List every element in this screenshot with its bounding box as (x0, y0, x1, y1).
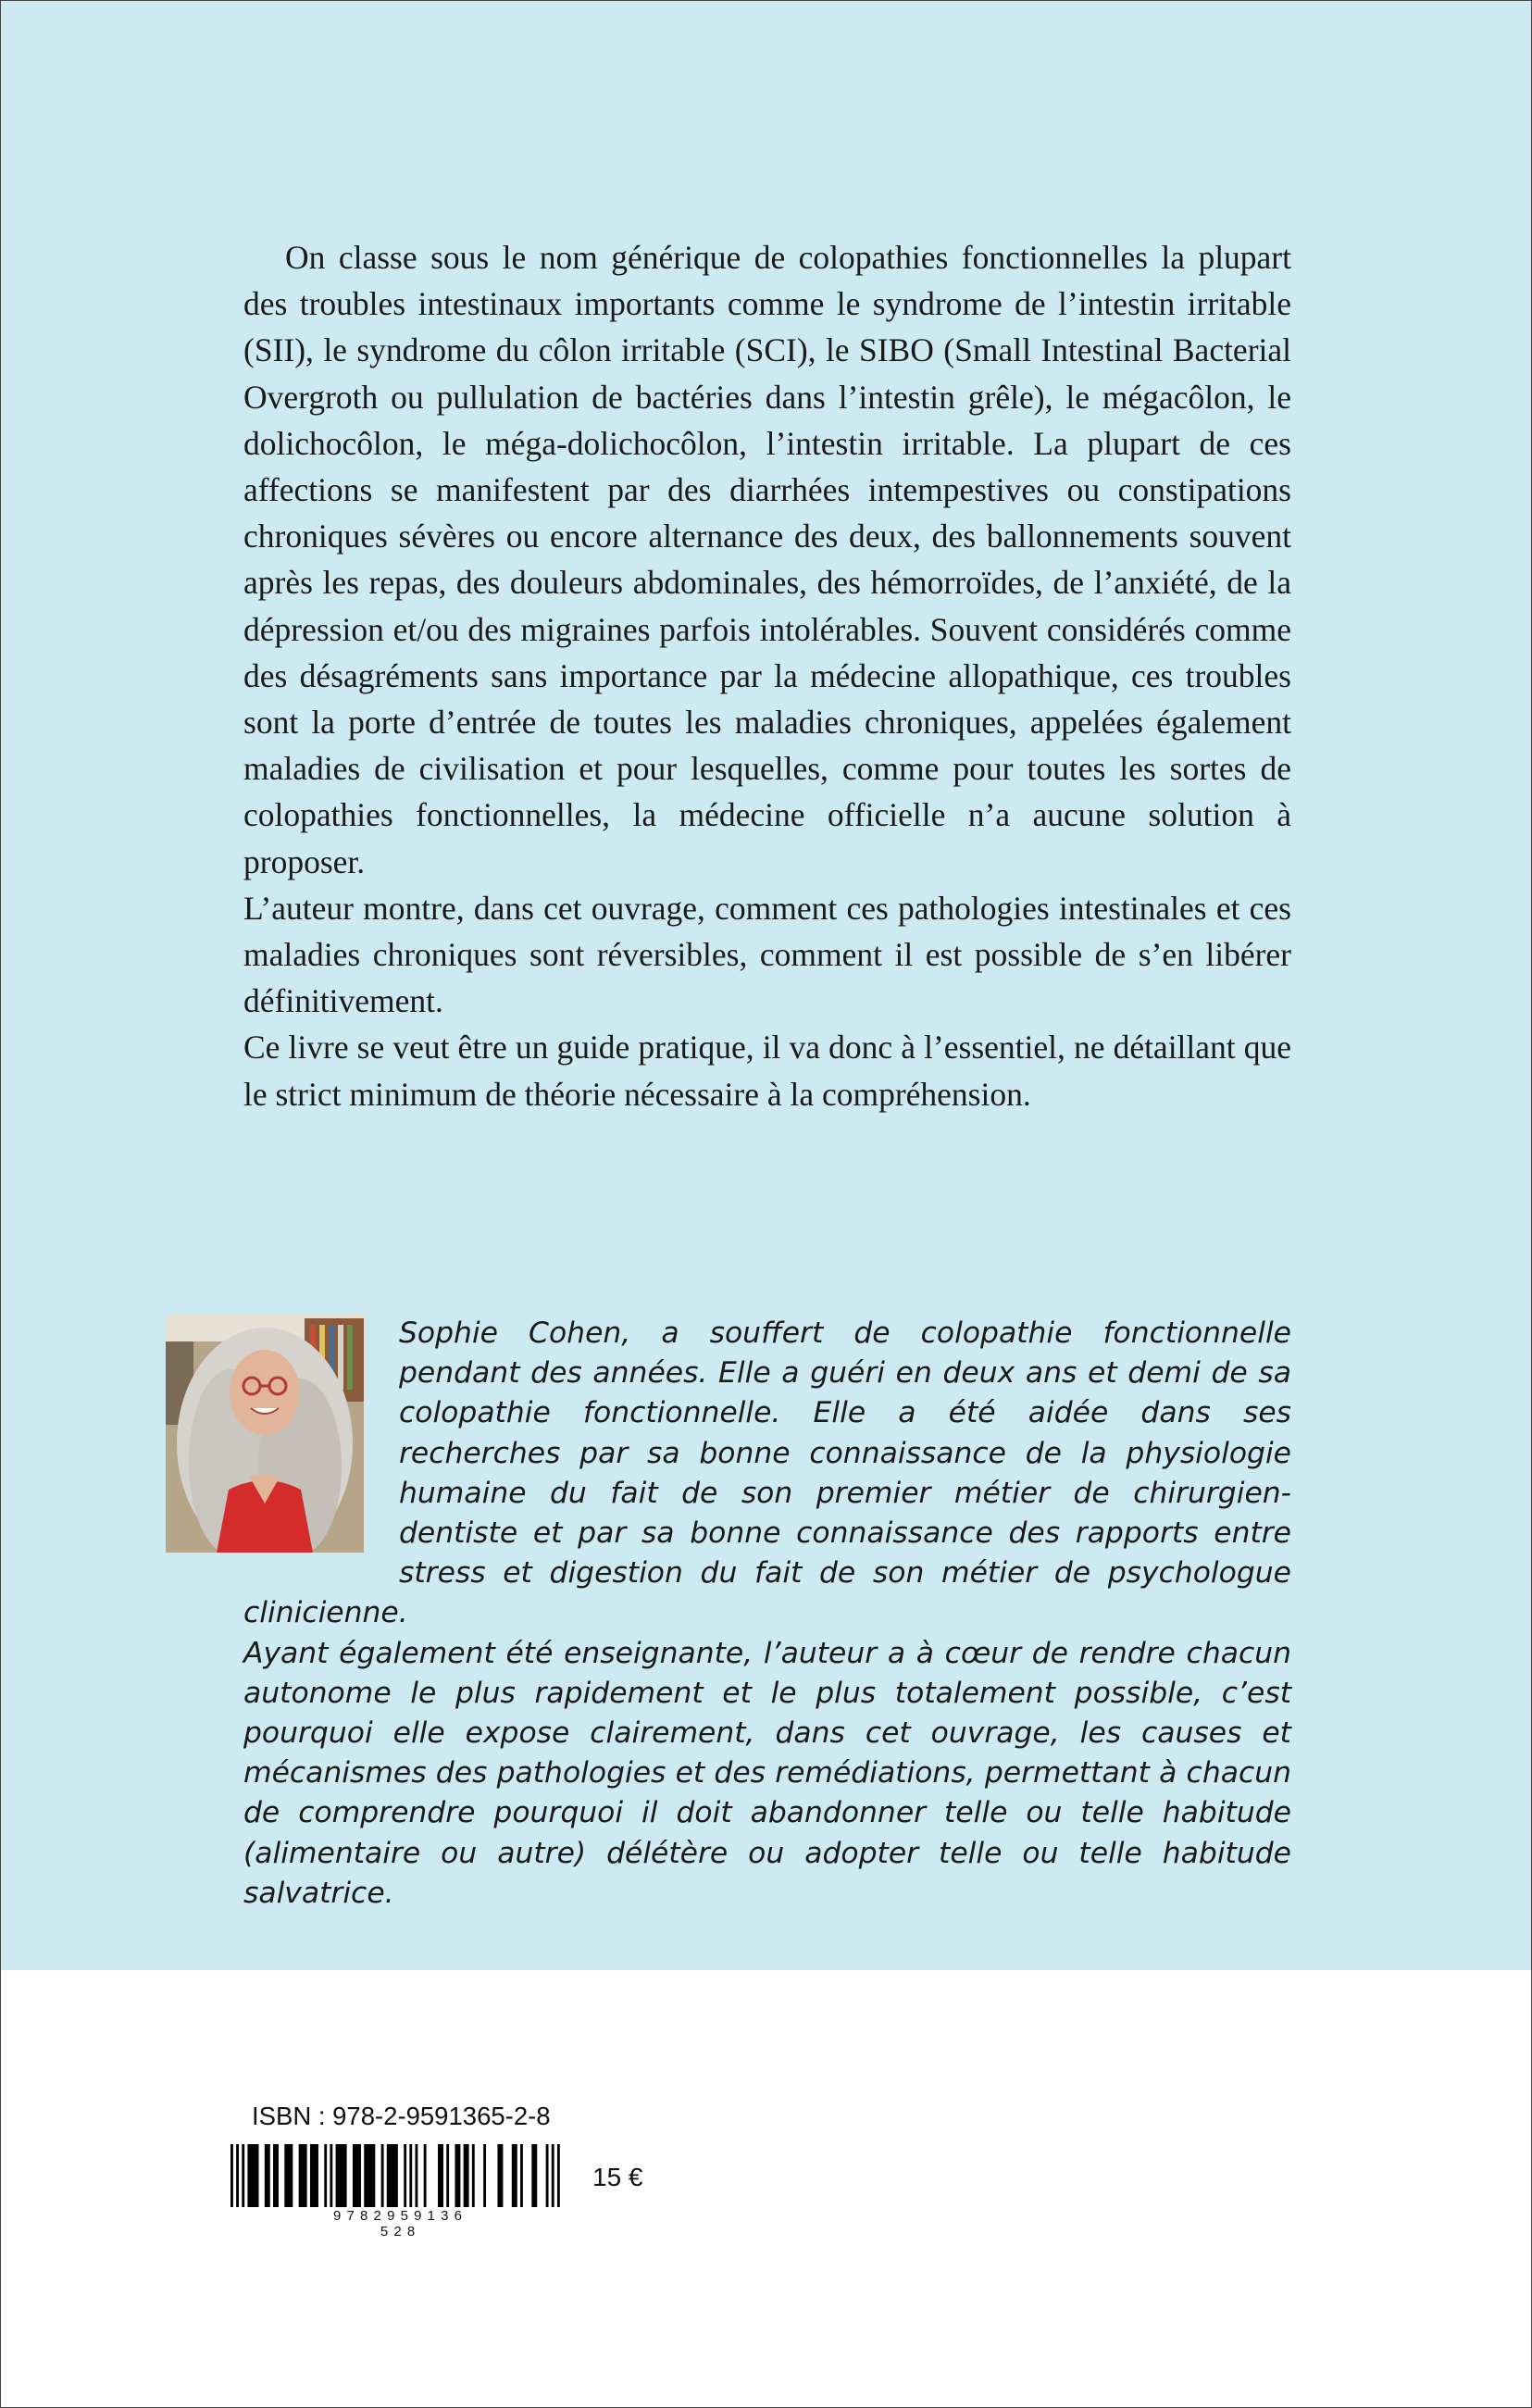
barcode-bar (546, 2144, 549, 2207)
barcode-bar (336, 2144, 347, 2207)
barcode-bar (512, 2144, 517, 2207)
barcode-bar (381, 2144, 384, 2207)
barcode-bar (424, 2144, 427, 2207)
barcode-bar (497, 2144, 503, 2207)
barcode-bar (552, 2144, 554, 2207)
isbn-barcode (230, 2144, 560, 2207)
isbn-label: ISBN : 978-2-9591365-2-8 (252, 2102, 551, 2130)
summary-paragraph-3: Ce livre se veut être un guide pratique, il va donc à l’essentiel, ne détaillant que le strict minimum de théorie nécessaire à la compréhension. (243, 1029, 1291, 1113)
barcode-bar (273, 2144, 279, 2207)
barcode-bar (330, 2144, 332, 2207)
barcode-bar (387, 2144, 398, 2207)
barcode-bar (409, 2144, 412, 2207)
barcode-bar (557, 2144, 560, 2207)
barcode-bar (438, 2144, 443, 2207)
barcode-bar (455, 2144, 460, 2207)
barcode-bar (310, 2144, 318, 2207)
barcode-bar (531, 2144, 537, 2207)
barcode-bar (472, 2144, 475, 2207)
price: 15 € (592, 2163, 643, 2191)
barcode-bar (242, 2144, 244, 2207)
barcode-bar (230, 2144, 233, 2207)
barcode-bar (520, 2144, 523, 2207)
barcode-digits: 9 7 8 2 9 5 9 1 3 6 5 2 8 (333, 2208, 463, 2240)
barcode-bar (299, 2144, 307, 2207)
barcode-bar (464, 2144, 469, 2207)
author-bio (243, 1314, 1291, 1914)
barcode-bar (265, 2144, 270, 2207)
author-photo (166, 1314, 364, 1553)
bio-paragraph-1: Sophie Cohen, a souffert de colopathie fonctionnelle pendant des années. Elle a guéri en deux ans et demi de sa colopathie fonctionnelle. Elle a été aidée dans ses recherches par sa bonne connaissance de la physiologie humaine du fait de son premier métier de chirurgien-dentiste et par sa bonne connaissance des rapports entre stress et digestion du fait de son métier de psychologue clinicienne. (243, 1316, 1291, 1630)
book-summary (243, 234, 1291, 1117)
bio-paragraph-2: Ayant également été enseignante, l’auteur a à cœur de rendre chacun autonome le plus rapidement et le plus totalement possible, c’est pourquoi elle expose clairement, dans cet ouvrage, les causes et mécanismes des pathologies et des remédiations, permettant à chacun de comprendre pourquoi il doit abandonner telle ou telle habitude (alimentaire ou autre) délétère ou adopter telle ou telle habitude salvatrice. (243, 1636, 1291, 1910)
barcode-bar (404, 2144, 406, 2207)
barcode-bar (353, 2144, 361, 2207)
summary-paragraph-2: L’auteur montre, dans cet ouvrage, comment ces pathologies intestinales et ces maladies chroniques sont réversibles, comment il est possible de s’en libérer définitivement. (243, 889, 1291, 1020)
barcode-bar (324, 2144, 327, 2207)
barcode-bar (483, 2144, 486, 2207)
barcode-bar (364, 2144, 375, 2207)
barcode-bar (236, 2144, 239, 2207)
barcode-bar (446, 2144, 449, 2207)
barcode-bar (415, 2144, 417, 2207)
barcode-bar (247, 2144, 258, 2207)
barcode-bar (284, 2144, 293, 2207)
summary-paragraph-1: On classe sous le nom générique de colopathies fonctionnelles la plupart des troubles intestinaux importants comme le syndrome de l’intestin irritable (SII), le syndrome du côlon irritable (SCI), le SIBO (Small Intestinal Bacterial Overgroth ou pullulation de bactéries dans l’intestin grêle), le mégacôlon, le dolichocôlon, le méga-dolichocôlon, l’intestin irritable. La plupart de ces affections se manifestent par des diarrhées intempestives ou constipations chroniques sévères ou encore alternance des deux, des ballonnements souvent après les repas, des douleurs abdominales, des hémorroïdes, de l’anxiété, de la dépression et/ou des migraines parfois intolérables. Souvent considérés comme des désagréments sans importance par la médecine allopathique, ces troubles sont la porte d’entrée de toutes les maladies chroniques, appelées également maladies de civilisation et pour lesquelles, comme pour toutes les sortes de colopathies fonctionnelles, la médecine officielle n’a aucune solution à proposer. (243, 239, 1291, 880)
